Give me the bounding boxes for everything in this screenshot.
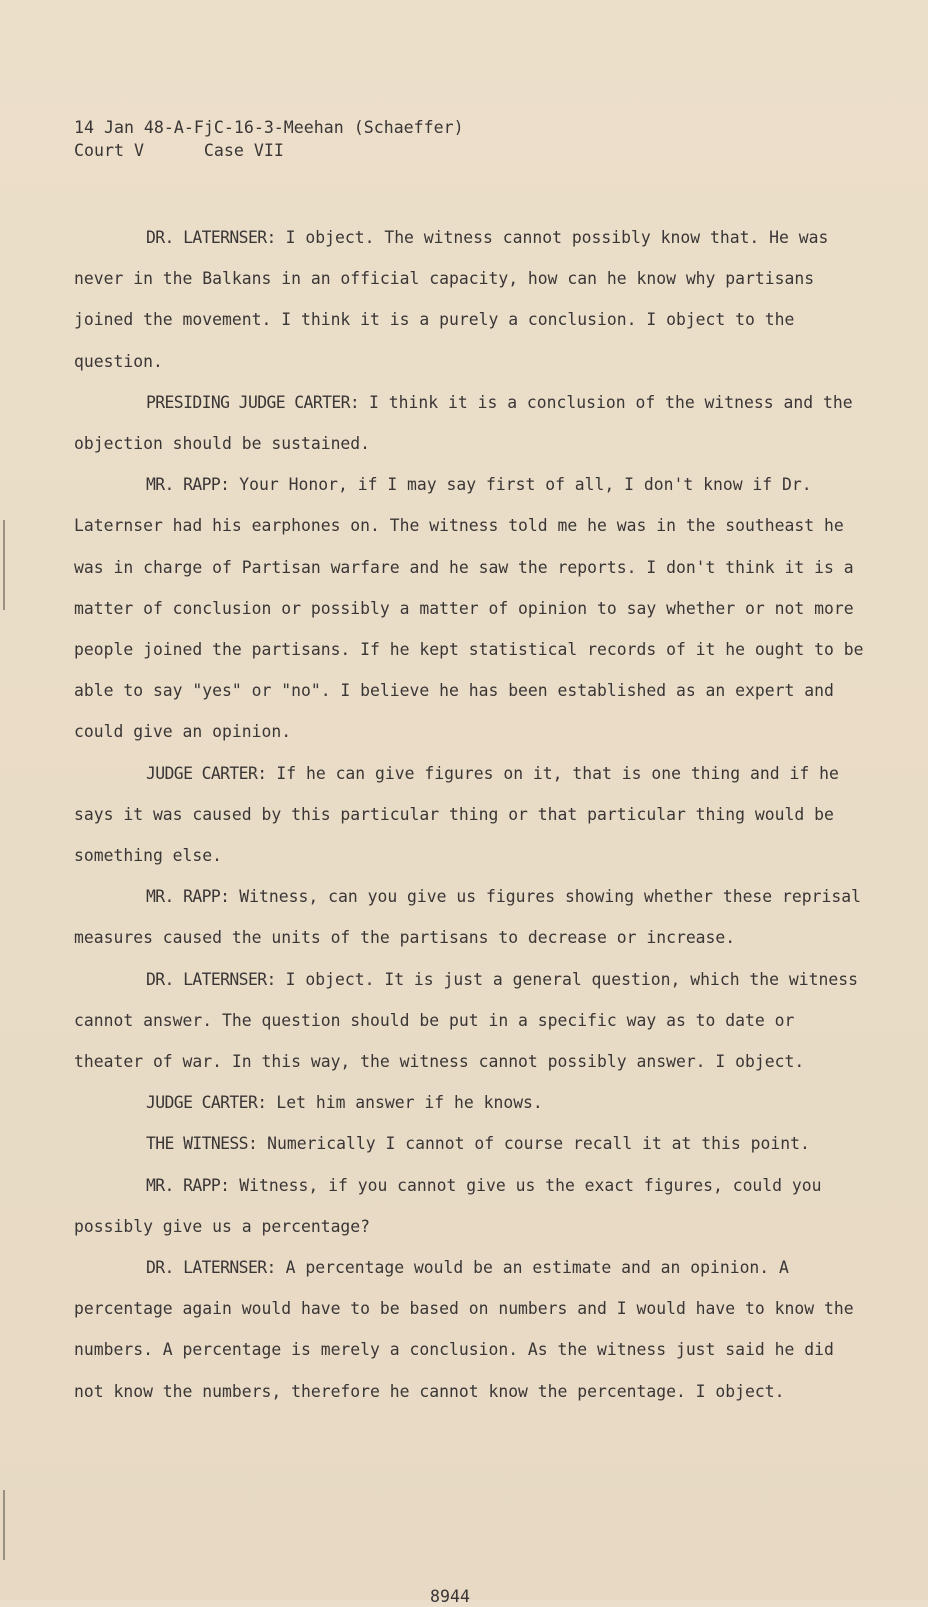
- document-header: [74, 116, 464, 162]
- paragraph: [74, 753, 864, 877]
- statement: Let him answer if he knows.: [276, 1093, 543, 1113]
- paragraph: [74, 464, 864, 752]
- header-line: 14 Jan 48-A-FjC-16-3-Meehan (Schaeffer): [74, 118, 464, 137]
- court-label: Court V: [74, 141, 144, 160]
- statement: Witness, if you cannot give us the exact figures, could you possibly give us a percentage?: [74, 1175, 822, 1236]
- speaker: JUDGE CARTER:: [146, 763, 267, 783]
- speaker: MR. RAPP:: [146, 1175, 230, 1195]
- speaker: MR. RAPP:: [146, 475, 230, 495]
- paragraph: [74, 1165, 864, 1247]
- statement: If he can give figures on it, that is one thing and if he says it was caused by this particular thing or that particular thing would be something else.: [74, 763, 839, 866]
- paragraph: [74, 217, 864, 382]
- transcript-body: [74, 217, 864, 1412]
- speaker: JUDGE CARTER:: [146, 1093, 267, 1113]
- speaker: THE WITNESS:: [146, 1134, 258, 1154]
- speaker: DR. LATERNSER:: [146, 1258, 276, 1278]
- page-number: 8944: [430, 1587, 470, 1606]
- case-label: Case VII: [203, 141, 284, 160]
- statement: I think it is a conclusion of the witness and the objection should be sustained.: [74, 392, 853, 454]
- paragraph: [74, 382, 864, 464]
- speaker: PRESIDING JUDGE CARTER:: [146, 392, 360, 412]
- statement: Your Honor, if I may say first of all, I don't know if Dr. Laternser had his earphones on. The witness told me he was in the southeast he was in charge of Partisan warfare and he saw the reports. I don't think it is a matter of conclusion or possibly a matter of opinion to say whether or not more people joined the partisans. If he kept statistical records of it he ought to be able to say "yes" or "no". I believe he has been established as an expert and could give an opinion.: [74, 475, 864, 742]
- statement: Numerically I cannot of course recall it at this point.: [267, 1134, 810, 1154]
- statement: A percentage would be an estimate and an opinion. A percentage again would have to be based on numbers and I would have to know the numbers. A percentage is merely a conclusion. As the witness just said he did not know the numbers, therefore he cannot know the percentage. I object.: [74, 1258, 854, 1401]
- statement: I object. The witness cannot possibly know that. He was never in the Balkans in an official capacity, how can he know why partisans joined the movement. I think it is a purely a conclusion. I object to the question.: [74, 228, 829, 371]
- statement: Witness, can you give us figures showing whether these reprisal measures caused the units of the partisans to decrease or increase.: [74, 887, 861, 948]
- page-edge-mark: [3, 1490, 5, 1560]
- paragraph: [74, 1123, 864, 1164]
- statement: I object. It is just a general question, which the witness cannot answer. The question should be put in a specific way as to date or theater of war. In this way, the witness cannot possibly answer. I object.: [74, 969, 858, 1072]
- paragraph: [74, 1247, 864, 1412]
- speaker: MR. RAPP:: [146, 887, 230, 907]
- speaker: DR. LATERNSER:: [146, 228, 276, 247]
- speaker: DR. LATERNSER:: [146, 969, 276, 989]
- paragraph: [74, 959, 864, 1083]
- paragraph: [74, 876, 864, 958]
- paragraph: [74, 1082, 864, 1123]
- page-edge-mark: [3, 520, 5, 610]
